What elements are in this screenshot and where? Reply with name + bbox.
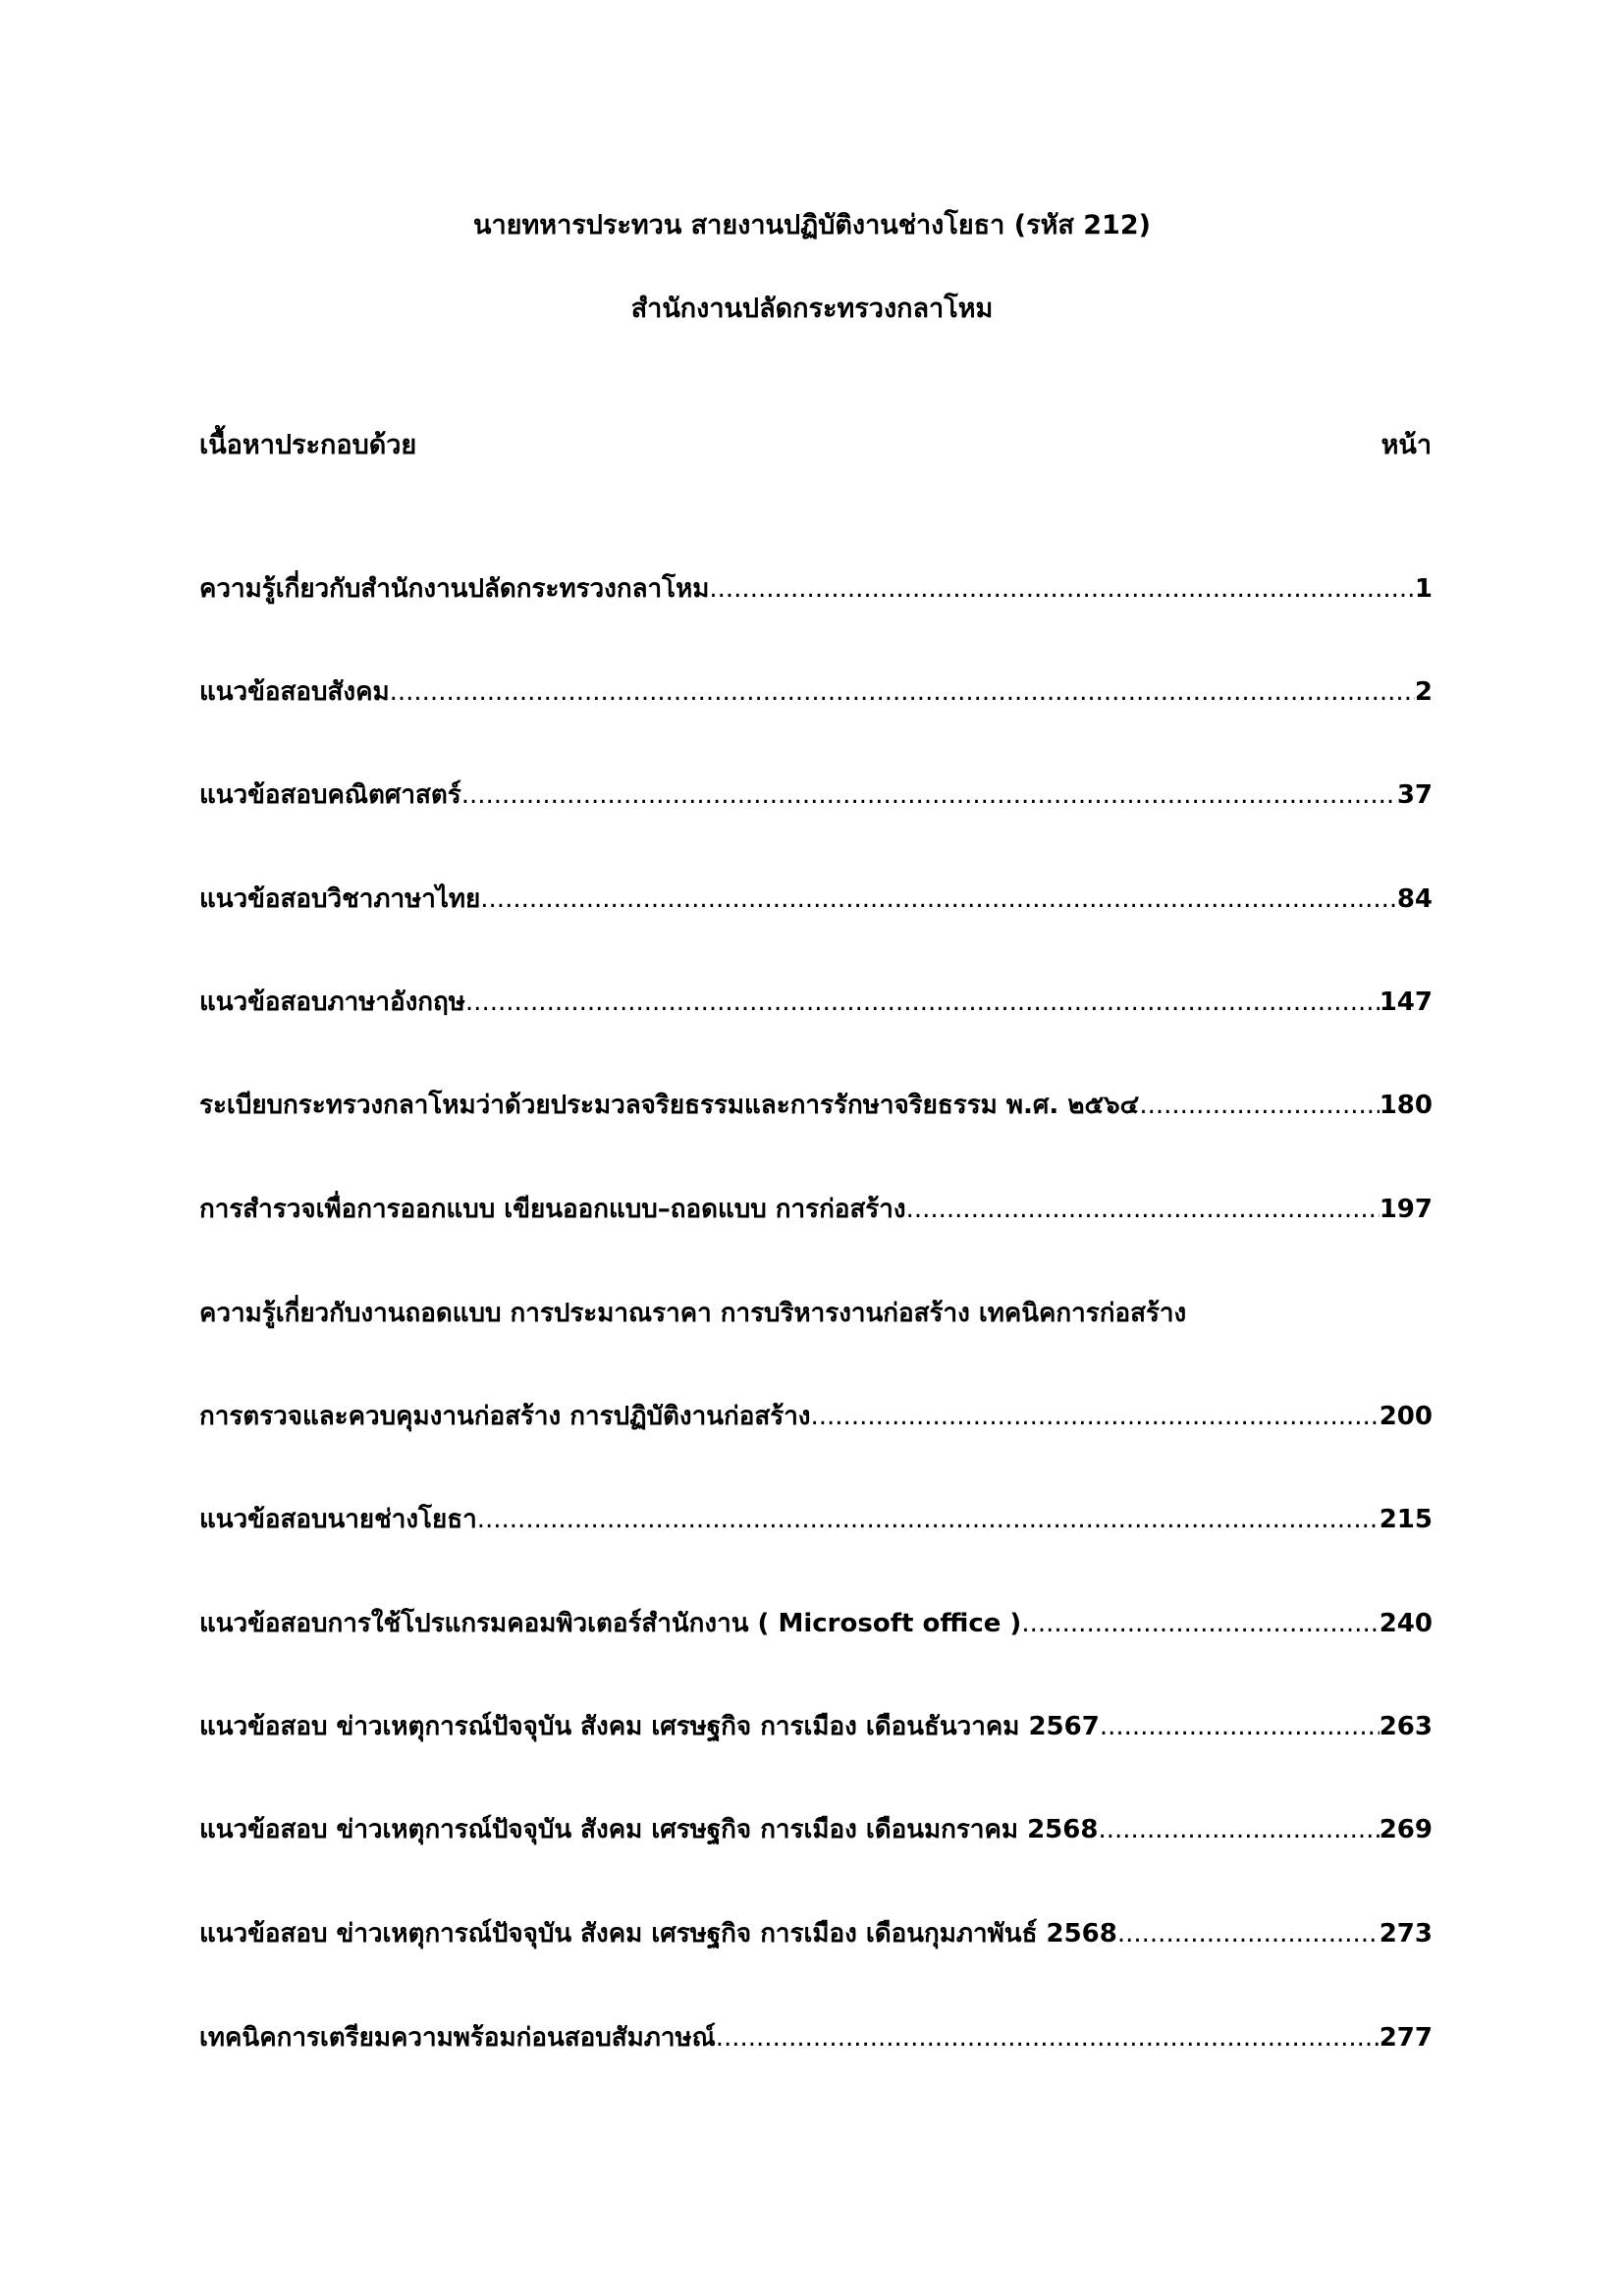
toc-entry-page: 215 [1379,1505,1433,1534]
toc-page-label: หน้า [1380,430,1432,460]
toc-entry [199,1397,1433,1436]
toc-entry-continued [199,1294,1433,1333]
toc-entry [199,1810,1433,1849]
toc-entry-page: 263 [1379,1712,1433,1741]
toc-entry-title: ความรู้เกี่ยวกับสำนักงานปลัดกระทรวงกลาโหม [199,574,710,604]
toc-dot-leader [461,775,1397,815]
toc-entry-page: 200 [1379,1402,1433,1431]
toc-entry-title: การตรวจและควบคุมงานก่อสร้าง การปฏิบัติงานก่อสร้าง [199,1402,811,1431]
toc-entry [199,1707,1433,1746]
toc-entry [199,1190,1433,1229]
toc-entry [199,1086,1433,1125]
toc-entry-page: 180 [1379,1091,1433,1120]
toc-dot-leader [477,1500,1380,1539]
toc-entry-page: 2 [1414,677,1433,707]
toc-entry-page: 84 [1396,884,1433,914]
toc-dot-leader [811,1397,1380,1436]
toc-dot-leader [1117,1914,1380,1953]
toc-entry [199,1500,1433,1539]
toc-dot-leader [906,1190,1380,1229]
toc-entry-title: แนวข้อสอบนายช่างโยธา [199,1505,477,1534]
toc-dot-leader [1139,1086,1379,1125]
toc-dot-leader [1100,1707,1380,1746]
toc-dot-leader [709,569,1415,609]
toc-entry-title: เทคนิคการเตรียมความพร้อมก่อนสอบสัมภาษณ์ [199,2023,716,2053]
toc-entry [199,880,1433,919]
toc-entry-title: แนวข้อสอบการใช้โปรแกรมคอมพิวเตอร์สำนักงาน ( Microsoft office ) [199,1609,1022,1638]
toc-dot-leader [716,2018,1380,2057]
document-subtitle: สำนักงานปลัดกระทรวงกลาโหม [630,294,994,324]
toc-entry-title: แนวข้อสอบ ข่าวเหตุการณ์ปัจจุบัน สังคม เศรษฐกิจ การเมือง เดือนมกราคม 2568 [199,1815,1099,1844]
toc-entry-page: 273 [1379,1919,1433,1949]
toc-entry-title: แนวข้อสอบภาษาอังกฤษ [199,988,465,1017]
toc-entry [199,1604,1433,1643]
toc-entry-page: 277 [1379,2023,1433,2053]
toc-entry-page: 37 [1396,780,1433,810]
document-title: นายทหารประทวน สายงานปฏิบัติงานช่างโยธา (รหัส 212) [473,210,1151,240]
toc-dot-leader [1021,1604,1379,1643]
toc-entry-title: ความรู้เกี่ยวกับงานถอดแบบ การประมาณราคา การบริหารงานก่อสร้าง เทคนิคการก่อสร้าง [199,1299,1187,1328]
toc-entry-title: แนวข้อสอบวิชาภาษาไทย [199,884,481,914]
toc-contents-label: เนื้อหาประกอบด้วย [199,430,417,460]
toc-dot-leader [1098,1810,1379,1849]
toc-entry-page: 197 [1379,1195,1433,1224]
toc-entry [199,983,1433,1022]
toc-entry-title: แนวข้อสอบสังคม [199,677,390,707]
toc-entry [199,2018,1433,2057]
toc-entry-page: 147 [1379,988,1433,1017]
toc-dot-leader [480,880,1397,919]
toc-dot-leader [390,672,1415,712]
toc-entry-title: การสำรวจเพื่อการออกแบบ เขียนออกแบบ–ถอดแบบ การก่อสร้าง [199,1195,906,1224]
toc-entry [199,672,1433,712]
toc-dot-leader [465,983,1380,1022]
toc-entry [199,1914,1433,1953]
toc-entry [199,775,1433,815]
toc-entry-page: 1 [1414,574,1433,604]
toc-entry [199,569,1433,609]
toc-entry-title: แนวข้อสอบ ข่าวเหตุการณ์ปัจจุบัน สังคม เศรษฐกิจ การเมือง เดือนกุมภาพันธ์ 2568 [199,1919,1117,1949]
toc-entry-page: 240 [1379,1609,1433,1638]
toc-entry-title: แนวข้อสอบ ข่าวเหตุการณ์ปัจจุบัน สังคม เศรษฐกิจ การเมือง เดือนธันวาคม 2567 [199,1712,1100,1741]
toc-entry-title: แนวข้อสอบคณิตศาสตร์ [199,780,461,810]
toc-entry-title: ระเบียบกระทรวงกลาโหมว่าด้วยประมวลจริยธรรมและการรักษาจริยธรรม พ.ศ. ๒๕๖๔ [199,1091,1140,1120]
toc-entry-page: 269 [1379,1815,1433,1844]
